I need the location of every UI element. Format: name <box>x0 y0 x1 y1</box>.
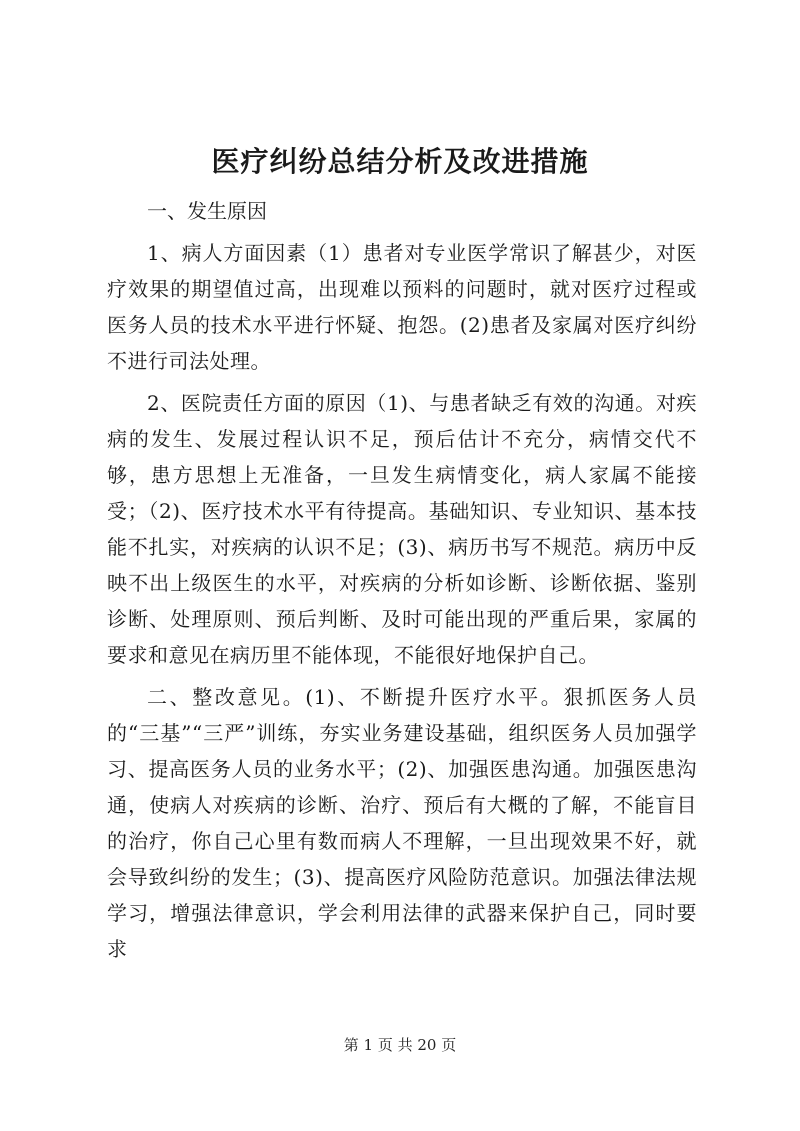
document-title: 医疗纠纷总结分析及改进措施 <box>211 145 589 178</box>
paragraph-improvement-measures: 二、整改意见。(1)、不断提升医疗水平。狠抓医务人员的“三基”“三严”训练，夯实业务建设基础，组织医务人员加强学习、提高医务人员的业务水平；(2)、加强医患沟通。加强医患沟通，使病人对疾病的诊断、治疗、预后有大概的了解，不能盲目的治疗，你自己心里有数而病人不理解，一旦出现效果不好，就会导致纠纷的发生；(3)、提高医疗风险防范意识。加强法律法规学习，增强法律意识，学会利用法律的武器来保护自己，同时要求 <box>107 685 697 961</box>
page-number-footer: 第 1 页 共 20 页 <box>343 1036 457 1054</box>
document-body <box>107 193 697 973</box>
paragraph-patient-factors: 1、病人方面因素（1）患者对专业医学常识了解甚少，对医疗效果的期望值过高，出现难以预料的问题时，就对医疗过程或医务人员的技术水平进行怀疑、抱怨。(2)患者及家属对医疗纠纷不进行司法处理。 <box>107 241 697 373</box>
section-heading-causes: 一、发生原因 <box>147 199 267 223</box>
paragraph-hospital-factors: 2、医院责任方面的原因（1)、与患者缺乏有效的沟通。对疾病的发生、发展过程认识不足，预后估计不充分，病情交代不够，患方思想上无准备，一旦发生病情变化，病人家属不能接受；（2)、医疗技术水平有待提高。基础知识、专业知识、基本技能不扎实，对疾病的认识不足；(3)、病历书写不规范。病历中反映不出上级医生的水平，对疾病的分析如诊断、诊断依据、鉴别诊断、处理原则、预后判断、及时可能出现的严重后果，家属的要求和意见在病历里不能体现，不能很好地保护自己。 <box>107 391 697 667</box>
